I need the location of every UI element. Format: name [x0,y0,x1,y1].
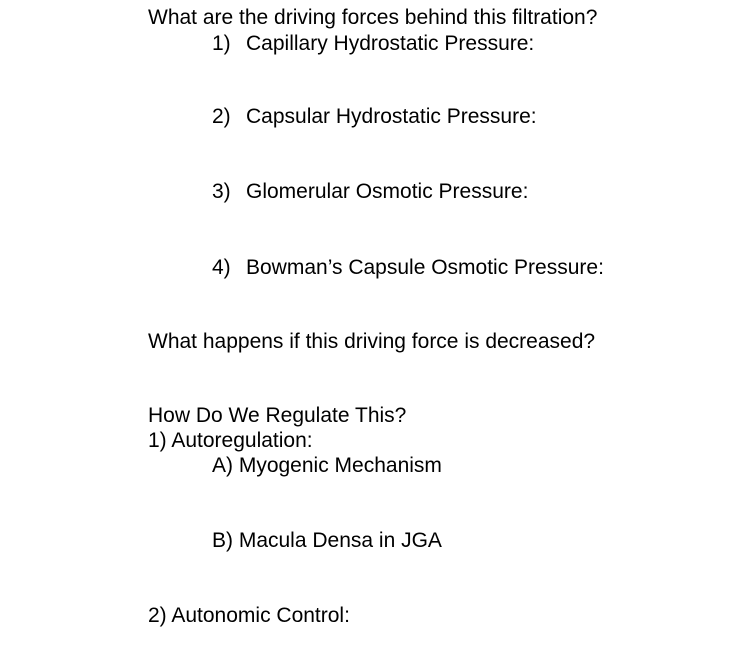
regulation-heading: How Do We Regulate This? [148,404,407,427]
myogenic-mechanism-item: A) Myogenic Mechanism [212,454,442,477]
autoregulation-label: 1) Autoregulation: [148,429,313,452]
item-number: 3) [212,180,231,203]
list-item [212,255,604,280]
item-label: Bowman’s Capsule Osmotic Pressure: [246,256,604,279]
item-label: Capsular Hydrostatic Pressure: [246,105,537,128]
decrease-question: What happens if this driving force is decreased? [148,330,596,353]
item-number: 1) [212,32,231,55]
item-number: 2) [212,105,231,128]
list-item [212,31,534,56]
list-item [212,104,537,129]
item-label: Capillary Hydrostatic Pressure: [246,32,535,55]
item-label: Glomerular Osmotic Pressure: [246,180,529,203]
autonomic-control-label: 2) Autonomic Control: [148,604,350,627]
macula-densa-item: B) Macula Densa in JGA [212,529,442,552]
item-number: 4) [212,256,231,279]
driving-forces-question: What are the driving forces behind this filtration? [148,6,598,29]
list-item [212,179,528,204]
